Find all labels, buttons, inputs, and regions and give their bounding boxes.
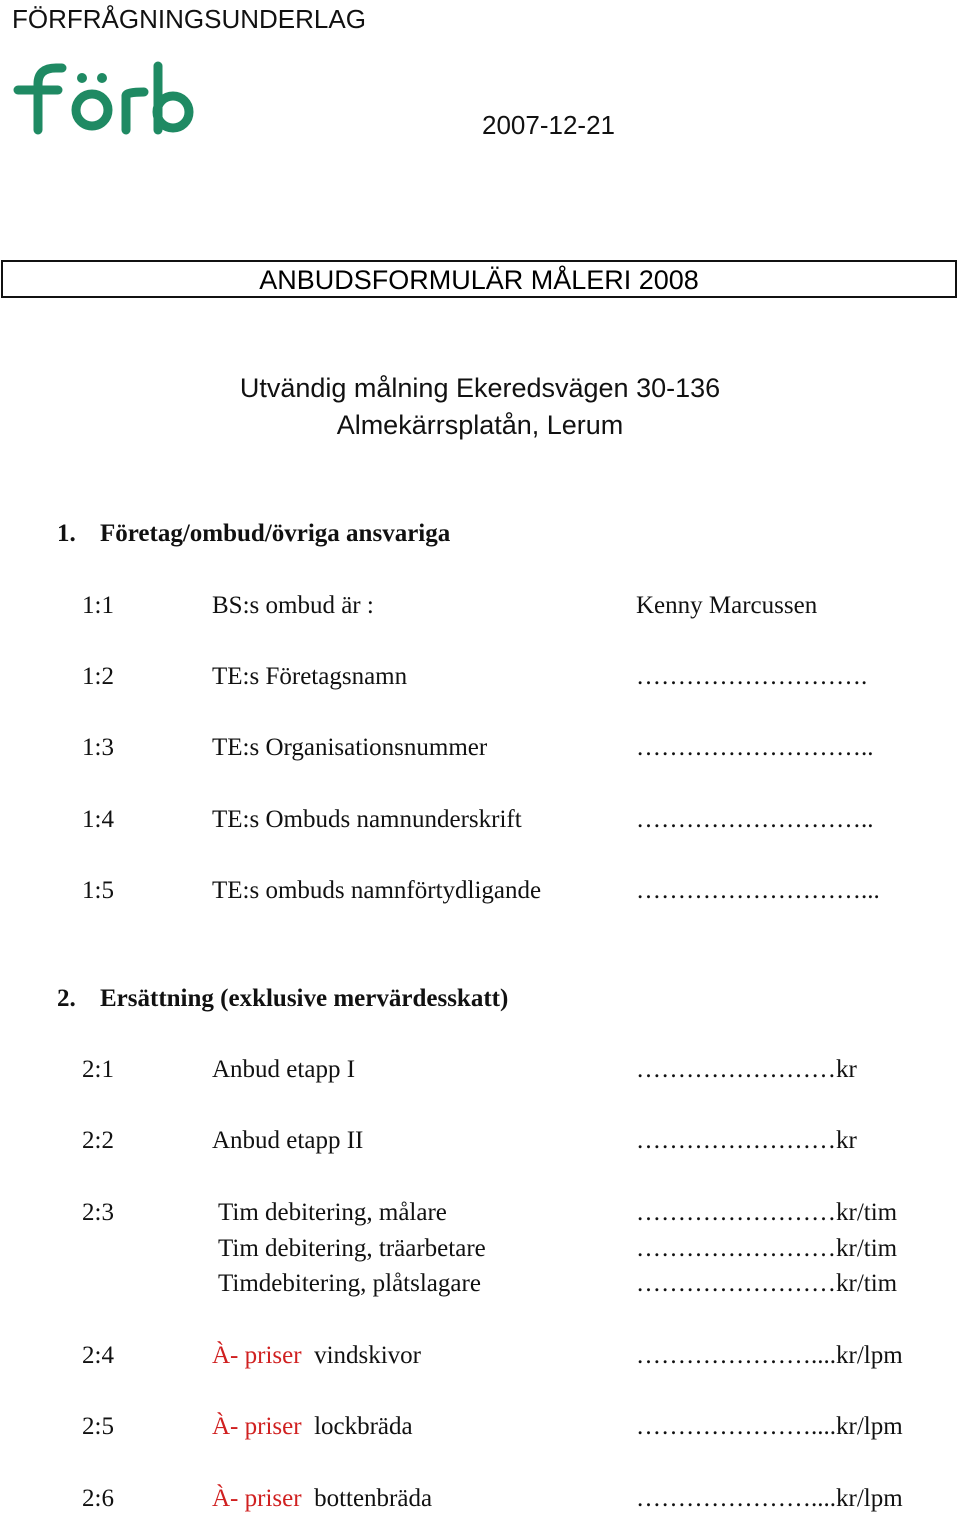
form-title: ANBUDSFORMULÄR MÅLERI 2008 xyxy=(259,265,699,295)
unit-price-prefix: À- priser xyxy=(212,1485,302,1512)
bid-stage-2-field[interactable]: ……………………kr xyxy=(636,1127,857,1154)
price-lockbrada-field[interactable]: …………………....kr/lpm xyxy=(636,1413,903,1440)
row-label: Anbud etapp I xyxy=(212,1056,356,1083)
unit-price-prefix: À- priser xyxy=(212,1413,302,1440)
row-number: 2:3 xyxy=(82,1199,114,1226)
name-clarification-field[interactable]: ………………………... xyxy=(636,877,880,904)
row-label: Tim debitering, träarbetare xyxy=(218,1235,486,1262)
hourly-rate-carpenter-field[interactable]: ……………………kr/tim xyxy=(636,1235,898,1262)
row-value: Kenny Marcussen xyxy=(636,592,818,619)
hourly-rate-tinsmith-field[interactable]: ……………………kr/tim xyxy=(636,1270,898,1297)
price-bottenbrada-field[interactable]: …………………....kr/lpm xyxy=(636,1485,903,1512)
forbo-logo-graphic xyxy=(12,60,212,138)
unit-price-prefix: À- priser xyxy=(212,1342,302,1369)
bid-stage-1-field[interactable]: ……………………kr xyxy=(636,1056,857,1083)
section-1-number: 1. xyxy=(57,520,76,547)
section-2-number: 2. xyxy=(57,985,76,1012)
row-label: Tim debitering, målare xyxy=(218,1199,447,1226)
row-label: TE:s ombuds namnförtydligande xyxy=(212,877,542,904)
section-2-title: Ersättning (exklusive mervärdesskatt) xyxy=(100,985,509,1012)
title-box xyxy=(1,260,957,298)
row-label xyxy=(212,1413,413,1441)
row-number: 1:5 xyxy=(82,877,114,904)
row-number: 1:2 xyxy=(82,663,114,690)
project-title: Utvändig målning Ekeredsvägen 30-136 xyxy=(239,373,721,403)
row-label xyxy=(212,1485,432,1513)
section-1-title: Företag/ombud/övriga ansvariga xyxy=(100,520,451,547)
price-vindskivor-field[interactable]: …………………....kr/lpm xyxy=(636,1342,903,1369)
row-number: 2:4 xyxy=(82,1342,114,1369)
row-label: TE:s Företagsnamn xyxy=(212,663,408,690)
item-name: lockbräda xyxy=(314,1413,413,1440)
row-label: Anbud etapp II xyxy=(212,1127,364,1154)
row-number: 2:1 xyxy=(82,1056,114,1083)
header-label: FÖRFRÅGNINGSUNDERLAG xyxy=(12,4,366,34)
row-number: 2:2 xyxy=(82,1127,114,1154)
row-number: 2:6 xyxy=(82,1485,114,1512)
row-number: 1:4 xyxy=(82,806,114,833)
org-number-field[interactable]: ……………………….. xyxy=(636,734,874,761)
row-number: 2:5 xyxy=(82,1413,114,1440)
item-name: bottenbräda xyxy=(314,1485,433,1512)
item-name: vindskivor xyxy=(314,1342,422,1369)
company-name-field[interactable]: ………………………. xyxy=(636,663,868,690)
row-number: 1:1 xyxy=(82,592,114,619)
forbo-logo xyxy=(12,60,212,143)
row-label: TE:s Organisationsnummer xyxy=(212,734,488,761)
document-date: 2007-12-21 xyxy=(482,110,615,140)
row-label: TE:s Ombuds namnunderskrift xyxy=(212,806,522,833)
project-location: Almekärrsplatån, Lerum xyxy=(336,410,624,440)
row-number: 1:3 xyxy=(82,734,114,761)
row-label: BS:s ombud är : xyxy=(212,592,374,619)
row-label: Timdebitering, plåtslagare xyxy=(218,1270,481,1297)
hourly-rate-painter-field[interactable]: ……………………kr/tim xyxy=(636,1199,898,1226)
signature-field[interactable]: ……………………….. xyxy=(636,806,874,833)
row-label xyxy=(212,1342,421,1370)
